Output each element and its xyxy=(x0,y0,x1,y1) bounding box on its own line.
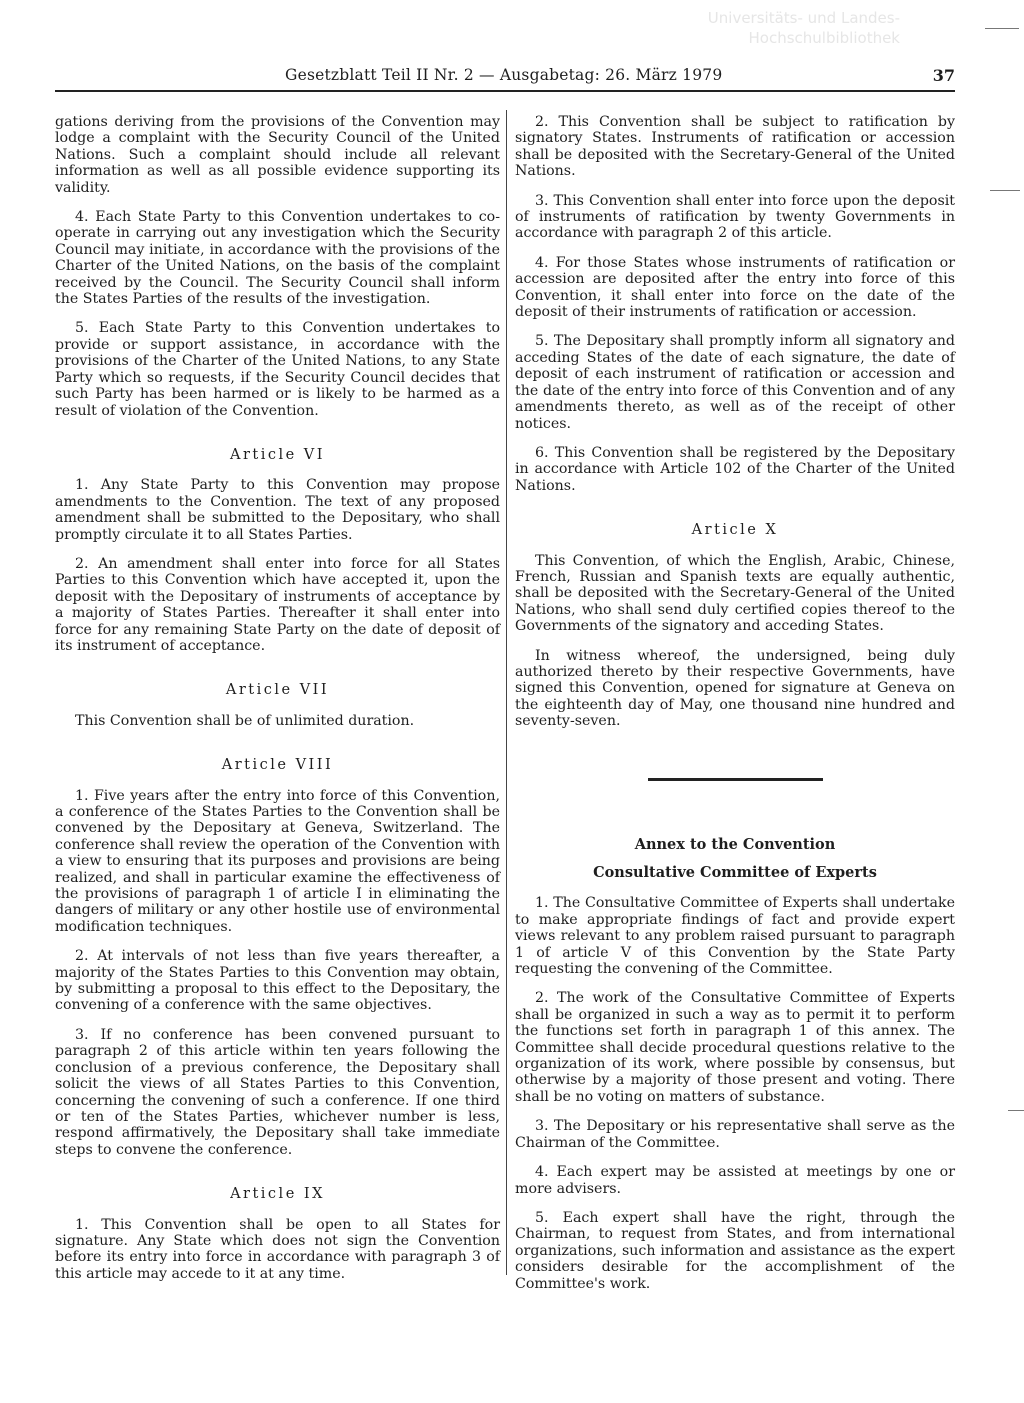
paragraph: 1. Five years after the entry into force of this Convention, a conference of the States Parties to the Convention shall be convened by the Depositary at Geneva, Switzerland. The conference shall review the operation of the Convention with a view to ensuring that its purposes and provisions are being realized, and shall in particular examine the effectiveness of the provisions of paragraph 1 of article I in eliminating the dangers of military or any other hostile use of environmental modification techniques. xyxy=(55,787,500,935)
paragraph: 1. The Consultative Committee of Experts shall undertake to make appropriate findings of fact and provide expert views relevant to any problem raised pursuant to paragraph 1 of article V of this Convention by the State Party requesting the convening of the Committee. xyxy=(515,895,955,978)
article-heading: Article IX xyxy=(230,1186,325,1203)
paragraph: 4. Each State Party to this Convention undertakes to co-operate in carrying out any investigation which the Security Council may initiate, in accordance with the provisions of the Charter of the United Nations, on the basis of the complaint received by the Council. The Security Council shall inform the States Parties of the results of the investigation. xyxy=(55,209,500,308)
paragraph: This Convention, of which the English, Arabic, Chinese, French, Russian and Spanish texts are equally authentic, shall be deposited with the Secretary-General of the United Nations, who shall send duly certified copies thereof to the Governments of the signatory and acceding States. xyxy=(515,552,955,635)
paragraph: 2. An amendment shall enter into force for all States Parties to this Convention which have accepted it, upon the deposit with the Depositary of instruments of acceptance by a majority of States Parties. Thereafter it shall enter into force for any remaining State Party on the date of deposit of its instrument of acceptance. xyxy=(55,555,500,654)
article-heading: Article X xyxy=(691,522,779,539)
article-heading: Article VIII xyxy=(221,757,334,774)
column-divider xyxy=(506,110,507,1275)
paragraph: gations deriving from the provisions of the Convention may lodge a complaint with the Security Council of the United Nations. Such a complaint should include all relevant information as well as all possible evidence supporting its validity. xyxy=(55,114,500,196)
paragraph: 2. The work of the Consultative Committee of Experts shall be organized in such a way as to permit it to perform the functions set forth in paragraph 1 of this annex. The Committee shall decide procedural questions relative to the organization of its work, where possible by consensus, but otherwise by a majority of those present and voting. There shall be no voting on matters of substance. xyxy=(515,990,955,1105)
stamp-line-2: Hochschulbibliothek xyxy=(748,29,900,47)
paragraph: 3. The Depositary or his representative shall serve as the Chairman of the Committee. xyxy=(515,1118,955,1151)
paragraph: In witness whereof, the undersigned, being duly authorized thereto by their respective Governments, have signed this Convention, opened for signature at Geneva on the eighteenth day of May, one thousand nine hundred and seventy-seven. xyxy=(515,647,955,730)
left-column xyxy=(55,114,500,1295)
page-number: 37 xyxy=(932,66,955,85)
stamp-line-1: Universitäts- und Landes- xyxy=(707,9,900,27)
paragraph: 3. If no conference has been convened pursuant to paragraph 2 of this article within ten years following the conclusion of a previous conference, the Depositary shall solicit the views of all States Parties to this Convention, concerning the convening of such a conference. If one third or ten of the States Parties, whichever number is less, respond affirmatively, the Depositary shall take immediate steps to convene the conference. xyxy=(55,1026,500,1158)
paragraph: 2. At intervals of not less than five years thereafter, a majority of the States Parties to this Convention may obtain, by submitting a proposal to this effect to the Depositary, the convening of a conference with the same objectives. xyxy=(55,948,500,1014)
paragraph: 1. Any State Party to this Convention may propose amendments to the Convention. The text of any proposed amendment shall be submitted to the Depositary, who shall promptly circulate it to all States Parties. xyxy=(55,477,500,543)
gazette-title: Gesetzblatt Teil II Nr. 2 — Ausgabetag: 26. März 1979 xyxy=(285,66,723,84)
annex-title: Annex to the Convention xyxy=(634,835,836,853)
paragraph: 3. This Convention shall enter into force upon the deposit of instruments of ratification by twenty Governments in accordance with paragraph 2 of this article. xyxy=(515,192,955,242)
page-header xyxy=(55,66,955,92)
paragraph: This Convention shall be of unlimited duration. xyxy=(75,712,415,729)
annex-subtitle: Consultative Committee of Experts xyxy=(593,864,877,881)
paragraph: 5. Each State Party to this Convention undertakes to provide or support assistance, in accordance with the provisions of the Charter of the United Nations, to any State Party which so requests, if the Security Council decides that such Party has been harmed or is likely to be harmed as a result of violation of the Convention. xyxy=(55,320,500,419)
paragraph: 5. Each expert shall have the right, through the Chairman, to request from States, and from international organizations, such information and assistance as the expert considers desirable for the accomplishment of the Committee's work. xyxy=(515,1209,955,1292)
paragraph: 6. This Convention shall be registered by the Depositary in accordance with Article 102 of the Charter of the United Nations. xyxy=(515,444,955,494)
edge-mark xyxy=(985,28,1019,29)
article-heading: Article VI xyxy=(229,446,325,463)
edge-mark xyxy=(1008,1110,1024,1111)
paragraph: 4. Each expert may be assisted at meetings by one or more advisers. xyxy=(515,1164,955,1197)
paragraph: 5. The Depositary shall promptly inform all signatory and acceding States of the date of each signature, the date of deposit of each instrument of ratification or accession and the date of the entry into force of this Convention and of any amendments thereto, as well as of the receipt of other notices. xyxy=(515,333,955,432)
paragraph: 2. This Convention shall be subject to ratification by signatory States. Instruments of ratification or accession shall be deposited with the Secretary-General of the United Nations. xyxy=(515,114,955,180)
paragraph: 4. For those States whose instruments of ratification or accession are deposited after the entry into force of this Convention, it shall enter into force on the date of the deposit of their instruments of ratification or accession. xyxy=(515,254,955,321)
paragraph: 1. This Convention shall be open to all States for signature. Any State which does not sign the Convention before its entry into force in accordance with paragraph 3 of this article may accede to it at any time. xyxy=(55,1216,500,1282)
article-heading: Article VII xyxy=(225,682,330,699)
edge-mark xyxy=(990,190,1020,191)
right-column xyxy=(515,114,955,1305)
library-stamp xyxy=(670,8,900,56)
section-rule xyxy=(648,778,823,781)
